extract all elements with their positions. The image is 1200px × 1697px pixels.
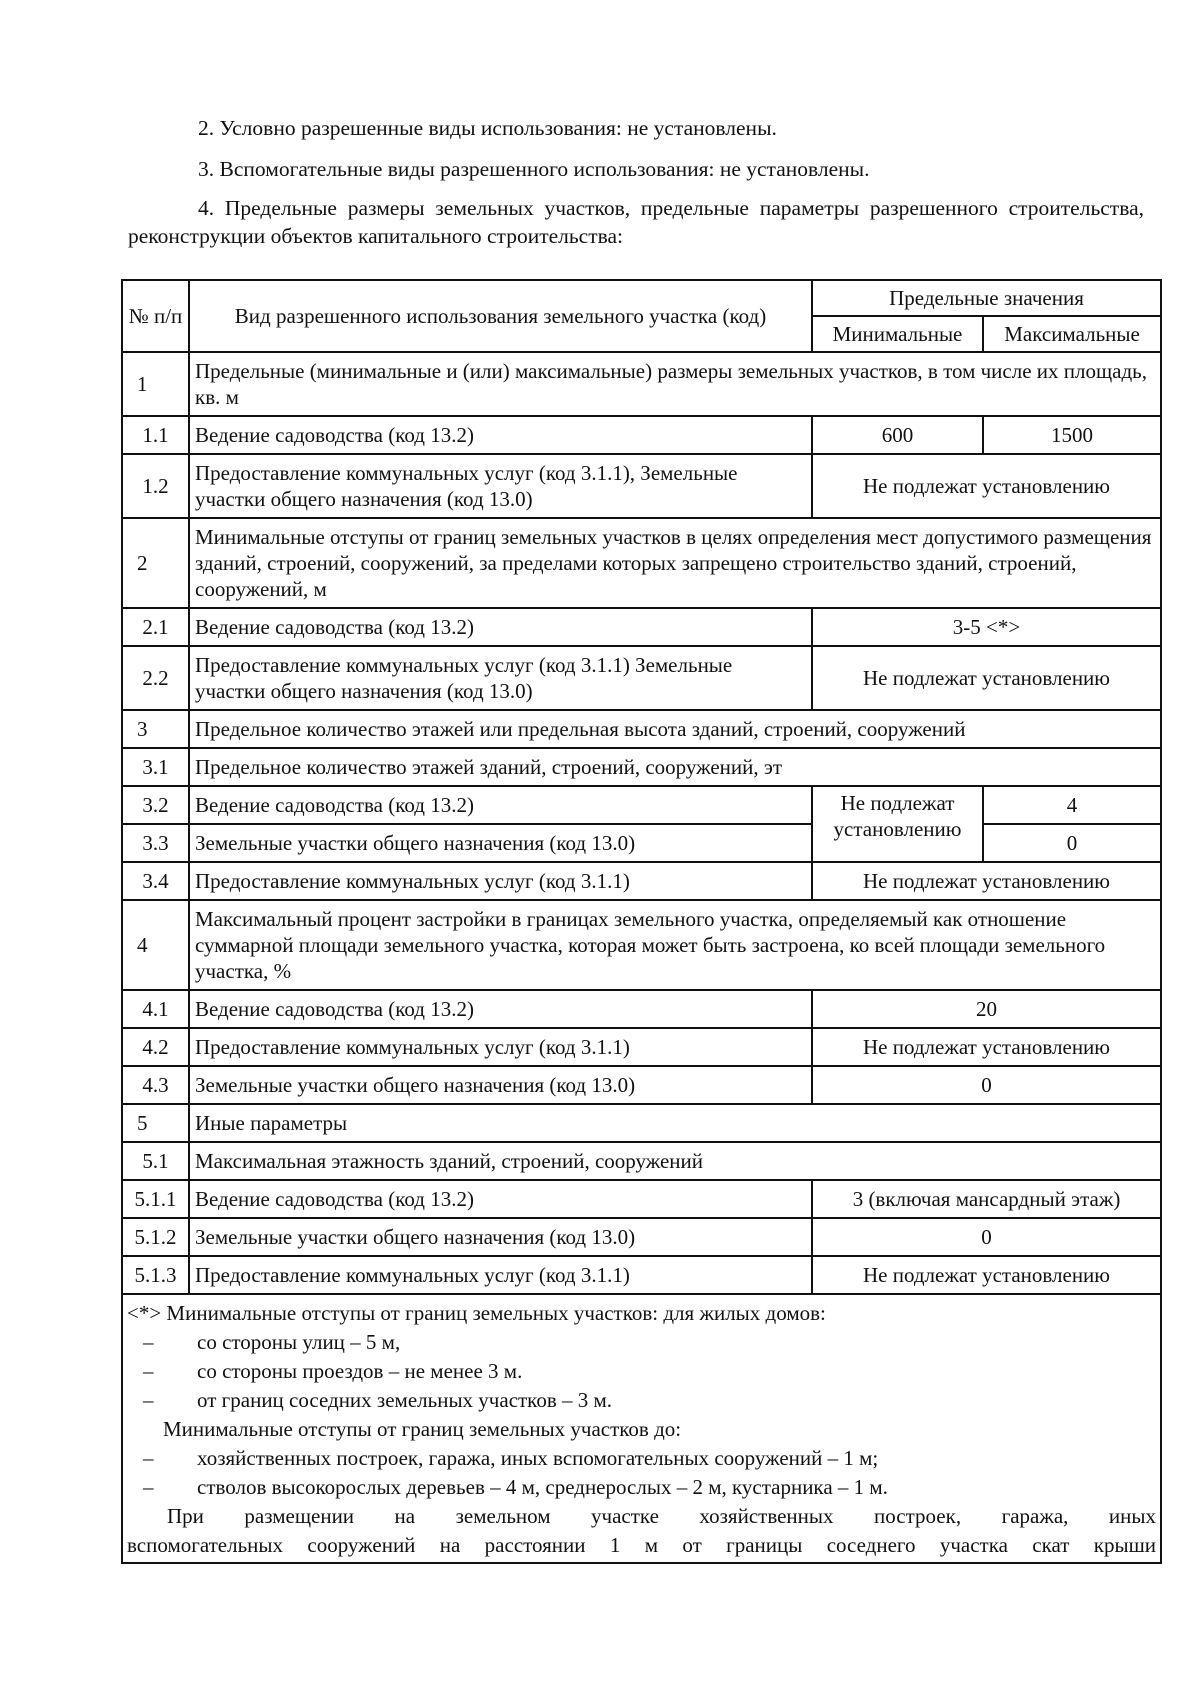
row-max: 1500 — [983, 416, 1161, 454]
row-num: 4.2 — [122, 1028, 189, 1066]
row-text: Иные параметры — [189, 1104, 1161, 1142]
note-bullet — [127, 1473, 1156, 1502]
row-value: 0 — [812, 1066, 1161, 1104]
header-min: Минимальные — [812, 316, 983, 352]
note-intro: <*> Минимальные отступы от границ земельных участков: для жилых домов: — [127, 1301, 826, 1325]
row-num: 2.2 — [122, 646, 189, 710]
note-tail-line-2: вспомогательных сооружений на расстоянии 1 м от границы соседнего участка скат крыши — [127, 1533, 1157, 1557]
row-value: 0 — [812, 1218, 1161, 1256]
row-max: 0 — [983, 824, 1161, 862]
table-row — [122, 1066, 1161, 1104]
row-text: Земельные участки общего назначения (код 13.0) — [189, 1218, 812, 1256]
row-text: Земельные участки общего назначения (код 13.0) — [189, 824, 812, 862]
note-bullet-text: со стороны проездов – не менее 3 м. — [197, 1359, 523, 1383]
row-num: 4.3 — [122, 1066, 189, 1104]
row-num: 1 — [122, 352, 189, 416]
row-num: 3 — [122, 710, 189, 748]
dash-marker: – — [143, 1359, 154, 1383]
table-row — [122, 1218, 1161, 1256]
row-text: Минимальные отступы от границ земельных участков в целях определения мест допустимого размещения зданий, строений, сооружений, за пределами которых запрещено строительство зданий, строений, сооружений, м — [189, 518, 1161, 608]
row-text: Ведение садоводства (код 13.2) — [189, 990, 812, 1028]
note-bullet-text: со стороны улиц – 5 м, — [197, 1330, 401, 1354]
paragraph-4: 4. Предельные размеры земельных участков, предельные параметры разрешенного строительства, реконструкции объектов капитального строительства: — [128, 196, 1144, 248]
row-num: 2.1 — [122, 608, 189, 646]
header-num: № п/п — [122, 280, 189, 352]
row-value: Не подлежат установлению — [812, 862, 1161, 900]
header-row-1 — [122, 280, 1161, 316]
row-num: 3.1 — [122, 748, 189, 786]
table-row — [122, 1142, 1161, 1180]
row-num: 1.1 — [122, 416, 189, 454]
header-limits: Предельные значения — [812, 280, 1161, 316]
row-text: Максимальная этажность зданий, строений, сооружений — [189, 1142, 1161, 1180]
row-num: 5.1.2 — [122, 1218, 189, 1256]
table-row — [122, 748, 1161, 786]
note-bullet-text: от границ соседних земельных участков – 3 м. — [197, 1388, 613, 1412]
note-bullet — [127, 1444, 1156, 1473]
table-row — [122, 1028, 1161, 1066]
table-row — [122, 990, 1161, 1028]
dash-marker: – — [143, 1388, 154, 1412]
row-text: Предоставление коммунальных услуг (код 3.1.1) — [189, 1256, 812, 1294]
row-text: Ведение садоводства (код 13.2) — [189, 608, 812, 646]
table-row — [122, 646, 1161, 710]
limits-table — [121, 279, 1162, 1564]
header-kind: Вид разрешенного использования земельного участка (код) — [189, 280, 812, 352]
table-row — [122, 518, 1161, 608]
table-row — [122, 900, 1161, 990]
note-bullet — [127, 1328, 1156, 1357]
row-min: 600 — [812, 416, 983, 454]
paragraph-3: 3. Вспомогательные виды разрешенного использования: не установлены. — [198, 157, 870, 181]
paragraph-2: 2. Условно разрешенные виды использования: не установлены. — [198, 116, 777, 140]
table-row — [122, 824, 1161, 862]
table-row — [122, 710, 1161, 748]
row-value: 20 — [812, 990, 1161, 1028]
table-row — [122, 1180, 1161, 1218]
table-row — [122, 1256, 1161, 1294]
row-num: 2 — [122, 518, 189, 608]
table-row — [122, 862, 1161, 900]
footnote — [122, 1294, 1161, 1563]
row-value: Не подлежат установлению — [812, 646, 1161, 710]
dash-marker: – — [143, 1475, 154, 1499]
note-row — [122, 1294, 1161, 1563]
row-value: Не подлежат установлению — [812, 1256, 1161, 1294]
row-num: 5.1.1 — [122, 1180, 189, 1218]
row-text: Предоставление коммунальных услуг (код 3.1.1) Земельные участки общего назначения (код 13.0) — [189, 646, 812, 710]
row-num: 3.3 — [122, 824, 189, 862]
row-value: 3 (включая мансардный этаж) — [812, 1180, 1161, 1218]
row-num: 3.2 — [122, 786, 189, 824]
table-row — [122, 352, 1161, 416]
note-tail-line-1: При размещении на земельном участке хозяйственных построек, гаража, иных — [167, 1504, 1157, 1528]
row-min: Не подлежат установлению — [812, 786, 983, 862]
dash-marker: – — [143, 1446, 154, 1470]
dash-marker: – — [143, 1330, 154, 1354]
row-text: Ведение садоводства (код 13.2) — [189, 416, 812, 454]
note-bullet-text: хозяйственных построек, гаража, иных вспомогательных сооружений – 1 м; — [197, 1446, 879, 1470]
row-value: 3-5 <*> — [812, 608, 1161, 646]
row-text: Предельное количество этажей или предельная высота зданий, строений, сооружений — [189, 710, 1161, 748]
row-text: Предельное количество этажей зданий, строений, сооружений, эт — [189, 748, 1161, 786]
row-text: Предоставление коммунальных услуг (код 3.1.1), Земельные участки общего назначения (код 13.0) — [189, 454, 812, 518]
row-text: Предельные (минимальные и (или) максимальные) размеры земельных участков, в том числе их площадь, кв. м — [189, 352, 1161, 416]
row-text: Предоставление коммунальных услуг (код 3.1.1) — [189, 1028, 812, 1066]
row-num: 5 — [122, 1104, 189, 1142]
note-bullet — [127, 1386, 1156, 1415]
table-row — [122, 608, 1161, 646]
row-num: 5.1.3 — [122, 1256, 189, 1294]
row-text: Предоставление коммунальных услуг (код 3.1.1) — [189, 862, 812, 900]
row-value: Не подлежат установлению — [812, 454, 1161, 518]
row-text: Ведение садоводства (код 13.2) — [189, 1180, 812, 1218]
row-num: 4 — [122, 900, 189, 990]
table-row — [122, 786, 1161, 824]
table-row — [122, 416, 1161, 454]
note-bullet — [127, 1357, 1156, 1386]
row-num: 4.1 — [122, 990, 189, 1028]
row-num: 3.4 — [122, 862, 189, 900]
table-row — [122, 1104, 1161, 1142]
table-row — [122, 454, 1161, 518]
row-max: 4 — [983, 786, 1161, 824]
row-text: Максимальный процент застройки в границах земельного участка, определяемый как отношение суммарной площади земельного участка, которая может быть застроена, ко всей площади земельного участка, % — [189, 900, 1161, 990]
row-text: Ведение садоводства (код 13.2) — [189, 786, 812, 824]
note-to-title: Минимальные отступы от границ земельных участков до: — [163, 1417, 682, 1441]
note-bullet-text: стволов высокорослых деревьев – 4 м, среднерослых – 2 м, кустарника – 1 м. — [197, 1475, 888, 1499]
header-max: Максимальные — [983, 316, 1161, 352]
row-text: Земельные участки общего назначения (код 13.0) — [189, 1066, 812, 1104]
row-value: Не подлежат установлению — [812, 1028, 1161, 1066]
row-num: 1.2 — [122, 454, 189, 518]
row-num: 5.1 — [122, 1142, 189, 1180]
